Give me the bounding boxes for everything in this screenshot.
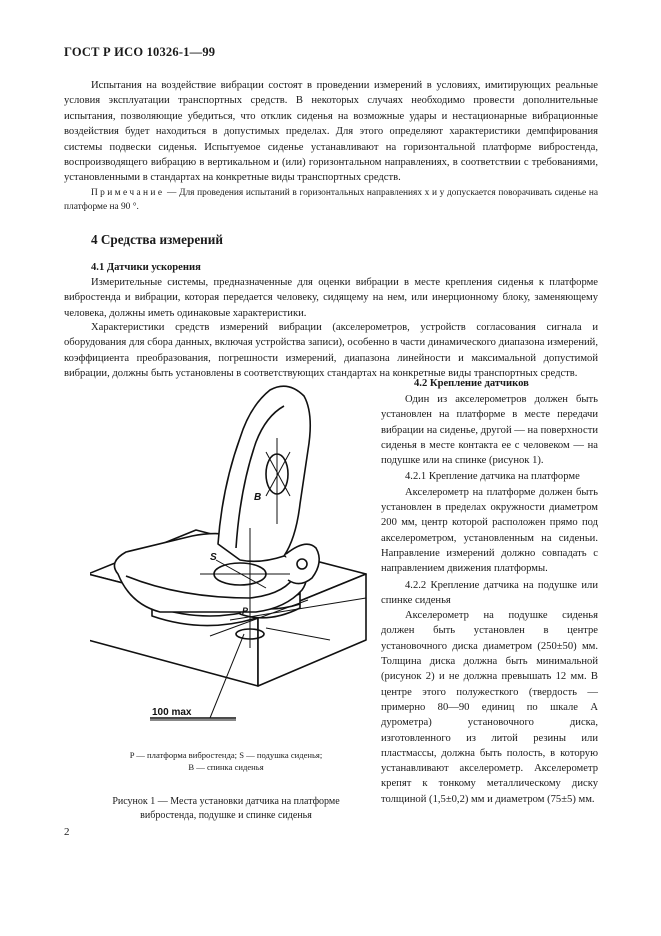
label-s: S [210,552,217,563]
note-text: — Для проведения испытаний в горизонтальных направлениях x и y допускается поворачивать сиденье на платформе на 90 °. [64,188,598,212]
label-b: B [254,492,262,503]
right-column [381,392,598,807]
note-label: Примечание [91,188,165,198]
page-number: 2 [64,826,70,838]
seat-figure [90,378,370,722]
section-4-1-paragraph-1: Измерительные системы, предназначенные для оценки вибрации в месте крепления сиденья к платформе вибростенда и вибрации, которая передается человеку, сидящему на нем, или инерционному блоку, заменяющему человека, должны иметь одинаковые характеристики. [64,277,598,319]
document-header: ГОСТ Р ИСО 10326-1—99 [64,45,216,59]
figure-legend [92,749,360,773]
section-4-title: 4 Средства измерений [91,232,223,247]
figure-caption: Рисунок 1 — Места установки датчика на платформе вибростенда, подушке и спинке сиденья [112,796,340,821]
subsection-4-2-title: 4.2 Крепление датчиков [414,378,529,389]
seat-back [218,386,310,561]
intro-paragraph: Испытания на воздействие вибрации состоят в проведении измерений в условиях, имитирующих реальные условия эксплуатации транспортных средств. В некоторых случаях необходимо провести дополнительные испытания, позволяющие убедиться, что отклик сиденья на возможные удары и нестационарные вибрационные воздействия будет находиться в допустимых пределах. Для этого определяют характеристики демпфирования системы подвески сиденья. Испытуемое сиденье устанавливают на горизонтальной платформе вибростенда, воспроизводящего вибрацию в вертикальном и (или) горизонтальном направлениях, в соответствии с требованиями, установленными в стандартах на конкретные виды транспортных средств. [64,80,598,184]
legend-line-2: B — спинка сиденья [188,762,264,772]
section-4-1-paragraph-2: Характеристики средств измерений вибрации (акселерометров, устройств согласования сигнала и оборудования для сбора данных, включая устройства записи), особенно в части динамического диапазона измерений, коэффициента преобразования, погрешности измерений, диапазона линейности и максимальной допустимой вибрации, должны быть установлены в соответствующих стандартах на конкретные виды транспортных средств. [64,322,598,380]
label-p: P [242,606,249,616]
legend-line-1: P — платформа вибростенда; S — подушка сиденья; [129,750,323,760]
note [64,186,598,214]
dimension-label: 100 max [152,707,192,718]
subsection-4-2-1-title: 4.2.1 Крепление датчика на платформе [405,471,580,483]
subsection-4-2-2-title: 4.2.2 Крепление датчика на подушке или спинке сиденья [381,579,598,606]
section-4-2-1-paragraph: Акселерометр на платформе должен быть установлен в пределах окружности диаметром 200 мм, центр которой расположен прямо под акселерометром, установленным на сиденьи. Направление измерений должно совпадать с направлением движения платформы. [381,486,598,575]
subsection-4-1-title: 4.1 Датчики ускорения [91,262,201,273]
section-4-2-paragraph: Один из акселерометров должен быть установлен на платформе в месте передачи вибрации на сиденье, другой — на поверхности сиденья в месте контакта ее с человеком — на подушке или на спинке (рисунок 1). [381,394,598,467]
section-4-2-2-paragraph: Акселерометр на подушке сиденья должен быть установлен в центре установочного диска диаметром (250±50) мм. Толщина диска должна быть минимальной (рисунок 2) и не должна превышать 12 мм. В центре этого полужесткого (твердость — примерно 80—90 единиц по шкале A дурометра) установочного диска, изготовленного из литой резины или пластмассы, должна быть полость, в которую устанавливают акселерометр. Акселерометр крепят к тонкому металлическому диску толщиной (1,5±0,2) мм и диаметром (75±5) мм. [381,610,598,805]
